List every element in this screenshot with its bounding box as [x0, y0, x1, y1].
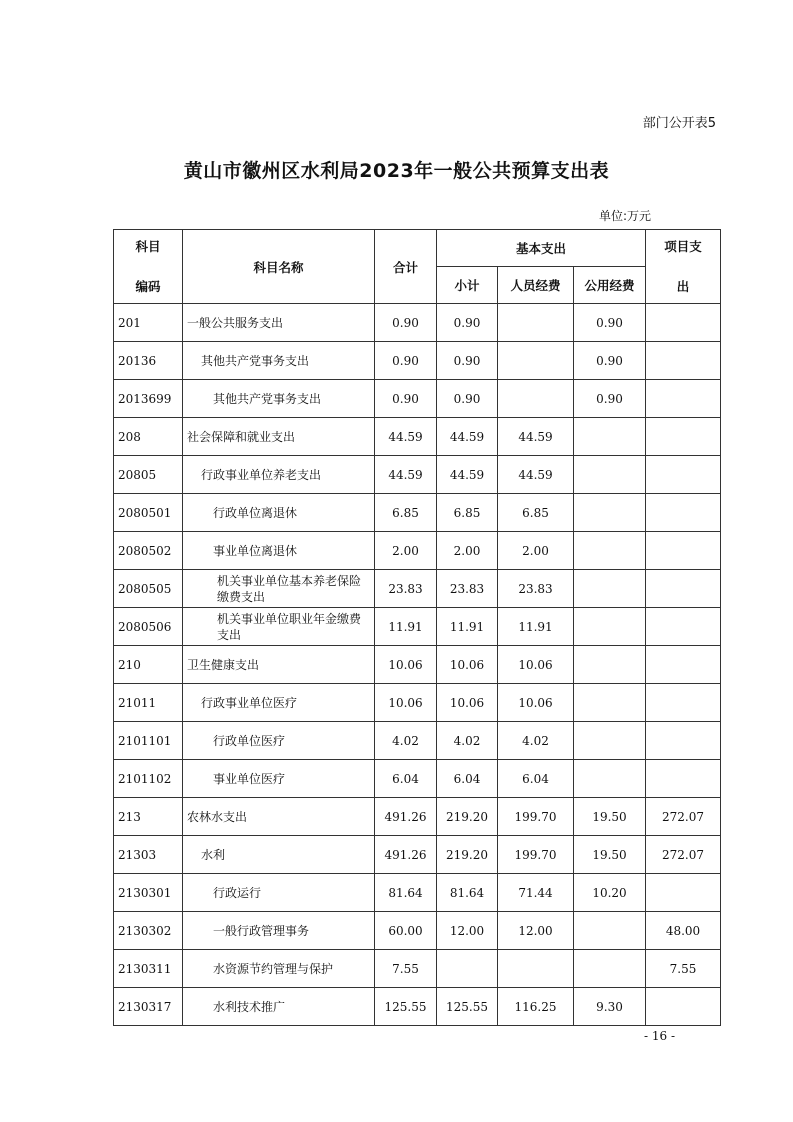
cell-name: 社会保障和就业支出 — [183, 418, 375, 456]
table-row — [114, 836, 721, 874]
header-name: 科目名称 — [183, 230, 375, 304]
cell-project — [646, 608, 721, 646]
cell-subtotal: 10.06 — [437, 684, 498, 722]
budget-table — [113, 229, 721, 1026]
table-row — [114, 380, 721, 418]
cell-project — [646, 342, 721, 380]
cell-total: 6.04 — [375, 760, 437, 798]
cell-code: 2013699 — [114, 380, 183, 418]
cell-project — [646, 380, 721, 418]
cell-subtotal: 219.20 — [437, 836, 498, 874]
cell-name: 一般行政管理事务 — [183, 912, 375, 950]
page-number: - 16 - — [643, 1029, 675, 1043]
header-project — [646, 230, 721, 304]
cell-subtotal: 4.02 — [437, 722, 498, 760]
cell-subtotal: 6.04 — [437, 760, 498, 798]
cell-personnel — [498, 304, 574, 342]
table-row — [114, 570, 721, 608]
cell-public — [574, 608, 646, 646]
cell-personnel: 23.83 — [498, 570, 574, 608]
cell-total: 491.26 — [375, 798, 437, 836]
cell-code: 201 — [114, 304, 183, 342]
cell-public — [574, 418, 646, 456]
cell-project — [646, 722, 721, 760]
cell-subtotal: 0.90 — [437, 342, 498, 380]
cell-subtotal: 2.00 — [437, 532, 498, 570]
cell-total: 7.55 — [375, 950, 437, 988]
table-row — [114, 494, 721, 532]
cell-name: 行政运行 — [183, 874, 375, 912]
header-total: 合计 — [375, 230, 437, 304]
cell-public — [574, 950, 646, 988]
cell-total: 6.85 — [375, 494, 437, 532]
cell-code: 208 — [114, 418, 183, 456]
cell-name: 水资源节约管理与保护 — [183, 950, 375, 988]
cell-subtotal: 23.83 — [437, 570, 498, 608]
cell-code: 2130317 — [114, 988, 183, 1026]
cell-code: 20136 — [114, 342, 183, 380]
cell-name: 水利 — [183, 836, 375, 874]
cell-code: 2101101 — [114, 722, 183, 760]
cell-personnel — [498, 342, 574, 380]
cell-total: 2.00 — [375, 532, 437, 570]
cell-public: 0.90 — [574, 304, 646, 342]
cell-code: 213 — [114, 798, 183, 836]
cell-personnel: 6.85 — [498, 494, 574, 532]
cell-total: 81.64 — [375, 874, 437, 912]
cell-total: 0.90 — [375, 304, 437, 342]
header-public: 公用经费 — [574, 267, 646, 304]
cell-personnel — [498, 950, 574, 988]
cell-total: 44.59 — [375, 456, 437, 494]
cell-project — [646, 684, 721, 722]
cell-subtotal: 0.90 — [437, 304, 498, 342]
cell-total: 4.02 — [375, 722, 437, 760]
table-row — [114, 760, 721, 798]
cell-personnel: 116.25 — [498, 988, 574, 1026]
cell-total: 10.06 — [375, 646, 437, 684]
cell-name: 卫生健康支出 — [183, 646, 375, 684]
cell-code: 2080501 — [114, 494, 183, 532]
cell-total: 11.91 — [375, 608, 437, 646]
page-title: 黄山市徽州区水利局2023年一般公共预算支出表 — [183, 160, 610, 182]
table-row — [114, 418, 721, 456]
cell-public — [574, 570, 646, 608]
cell-project — [646, 456, 721, 494]
cell-public: 0.90 — [574, 380, 646, 418]
table-row — [114, 798, 721, 836]
table-row — [114, 874, 721, 912]
cell-total: 60.00 — [375, 912, 437, 950]
cell-name: 行政事业单位养老支出 — [183, 456, 375, 494]
cell-subtotal: 44.59 — [437, 418, 498, 456]
cell-name: 农林水支出 — [183, 798, 375, 836]
cell-name: 事业单位医疗 — [183, 760, 375, 798]
cell-public — [574, 646, 646, 684]
cell-public — [574, 494, 646, 532]
cell-subtotal: 125.55 — [437, 988, 498, 1026]
table-row — [114, 722, 721, 760]
cell-project — [646, 874, 721, 912]
header-basic: 基本支出 — [437, 230, 646, 267]
cell-personnel: 11.91 — [498, 608, 574, 646]
cell-public: 0.90 — [574, 342, 646, 380]
cell-personnel: 199.70 — [498, 836, 574, 874]
cell-code: 2080502 — [114, 532, 183, 570]
cell-personnel: 6.04 — [498, 760, 574, 798]
cell-name: 机关事业单位基本养老保险缴费支出 — [183, 570, 375, 608]
cell-public — [574, 456, 646, 494]
cell-subtotal: 81.64 — [437, 874, 498, 912]
cell-name: 事业单位离退休 — [183, 532, 375, 570]
cell-total: 491.26 — [375, 836, 437, 874]
table-row — [114, 342, 721, 380]
cell-project: 7.55 — [646, 950, 721, 988]
cell-subtotal: 0.90 — [437, 380, 498, 418]
cell-subtotal: 219.20 — [437, 798, 498, 836]
cell-personnel: 199.70 — [498, 798, 574, 836]
cell-subtotal: 10.06 — [437, 646, 498, 684]
cell-code: 20805 — [114, 456, 183, 494]
cell-personnel: 44.59 — [498, 418, 574, 456]
header-code-bottom: 编码 — [135, 278, 161, 294]
cell-project — [646, 304, 721, 342]
cell-total: 0.90 — [375, 380, 437, 418]
cell-code: 21011 — [114, 684, 183, 722]
cell-code: 210 — [114, 646, 183, 684]
cell-personnel: 2.00 — [498, 532, 574, 570]
cell-project: 272.07 — [646, 798, 721, 836]
header-project-bottom: 出 — [676, 278, 690, 294]
table-row — [114, 304, 721, 342]
table-row — [114, 608, 721, 646]
cell-public: 9.30 — [574, 988, 646, 1026]
cell-name: 行政单位离退休 — [183, 494, 375, 532]
table-row — [114, 988, 721, 1026]
cell-project — [646, 570, 721, 608]
cell-project — [646, 646, 721, 684]
cell-public — [574, 532, 646, 570]
cell-project: 272.07 — [646, 836, 721, 874]
cell-code: 2101102 — [114, 760, 183, 798]
header-code-top: 科目 — [135, 238, 161, 254]
cell-public: 19.50 — [574, 798, 646, 836]
cell-name: 其他共产党事务支出 — [183, 380, 375, 418]
cell-name: 机关事业单位职业年金缴费支出 — [183, 608, 375, 646]
cell-code: 2080505 — [114, 570, 183, 608]
cell-name: 其他共产党事务支出 — [183, 342, 375, 380]
header-subtotal: 小计 — [437, 267, 498, 304]
cell-personnel: 4.02 — [498, 722, 574, 760]
table-row — [114, 912, 721, 950]
cell-project — [646, 532, 721, 570]
cell-name: 行政事业单位医疗 — [183, 684, 375, 722]
cell-public — [574, 760, 646, 798]
cell-total: 0.90 — [375, 342, 437, 380]
cell-public: 19.50 — [574, 836, 646, 874]
cell-total: 10.06 — [375, 684, 437, 722]
cell-subtotal: 6.85 — [437, 494, 498, 532]
cell-total: 125.55 — [375, 988, 437, 1026]
table-row — [114, 532, 721, 570]
table-number-label: 部门公开表5 — [642, 116, 716, 131]
cell-code: 2130301 — [114, 874, 183, 912]
cell-public — [574, 912, 646, 950]
cell-project: 48.00 — [646, 912, 721, 950]
cell-subtotal: 11.91 — [437, 608, 498, 646]
table-row — [114, 950, 721, 988]
cell-project — [646, 760, 721, 798]
cell-code: 2130311 — [114, 950, 183, 988]
cell-code: 21303 — [114, 836, 183, 874]
cell-code: 2130302 — [114, 912, 183, 950]
cell-public — [574, 722, 646, 760]
cell-personnel — [498, 380, 574, 418]
cell-name: 一般公共服务支出 — [183, 304, 375, 342]
cell-personnel: 10.06 — [498, 684, 574, 722]
table-row — [114, 646, 721, 684]
cell-personnel: 10.06 — [498, 646, 574, 684]
cell-subtotal: 44.59 — [437, 456, 498, 494]
cell-total: 23.83 — [375, 570, 437, 608]
cell-total: 44.59 — [375, 418, 437, 456]
cell-subtotal: 12.00 — [437, 912, 498, 950]
header-code — [114, 230, 183, 304]
cell-personnel: 71.44 — [498, 874, 574, 912]
header-personnel: 人员经费 — [498, 267, 574, 304]
cell-project — [646, 494, 721, 532]
cell-public — [574, 684, 646, 722]
cell-project — [646, 418, 721, 456]
cell-public: 10.20 — [574, 874, 646, 912]
cell-name: 行政单位医疗 — [183, 722, 375, 760]
cell-subtotal — [437, 950, 498, 988]
cell-project — [646, 988, 721, 1026]
table-row — [114, 456, 721, 494]
cell-code: 2080506 — [114, 608, 183, 646]
header-project-top: 项目支 — [664, 238, 702, 254]
cell-personnel: 12.00 — [498, 912, 574, 950]
table-row — [114, 684, 721, 722]
unit-label: 单位:万元 — [598, 209, 651, 223]
cell-personnel: 44.59 — [498, 456, 574, 494]
cell-name: 水利技术推广 — [183, 988, 375, 1026]
